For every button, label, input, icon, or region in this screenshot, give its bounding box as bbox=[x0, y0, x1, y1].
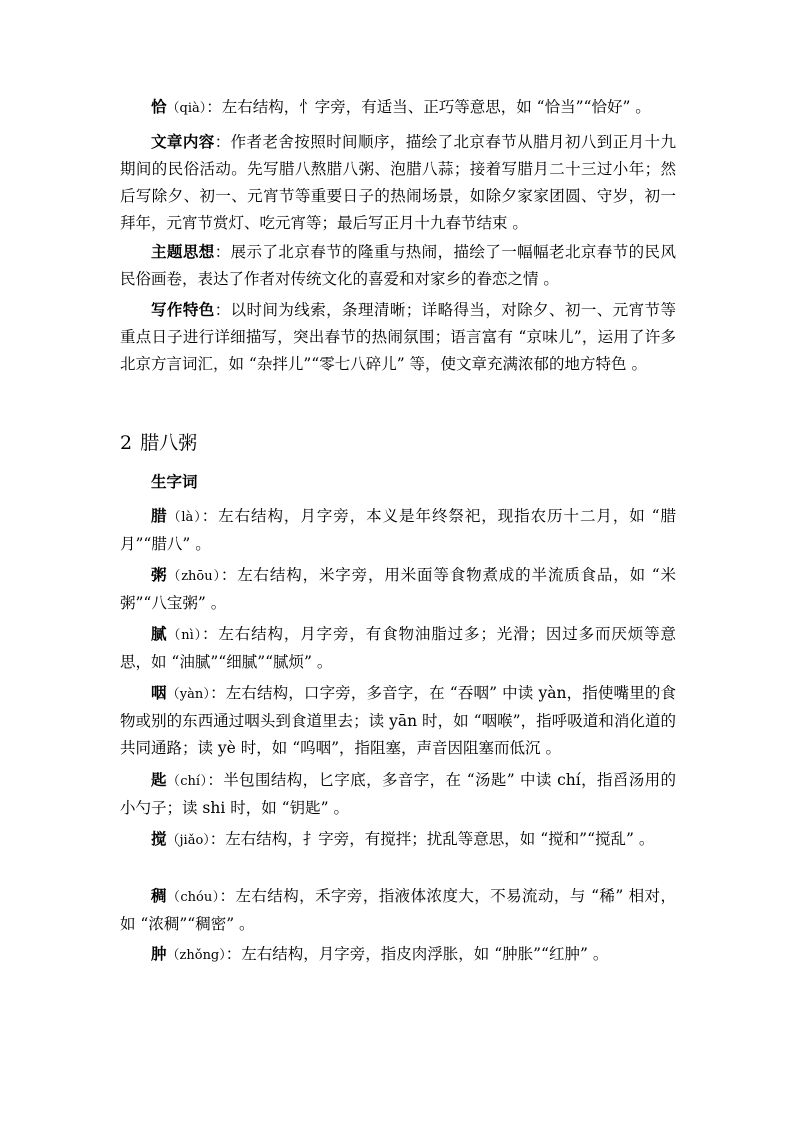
entry-pinyin: （là） bbox=[167, 510, 202, 525]
summary-heading: 写作特色 bbox=[151, 300, 215, 319]
word-entry bbox=[120, 502, 676, 558]
entry-char: 咽 bbox=[151, 683, 167, 702]
word-entry bbox=[120, 766, 676, 822]
section-title bbox=[120, 428, 197, 458]
entry-pinyin: （nì） bbox=[167, 628, 203, 643]
entry-pinyin: （chóu） bbox=[166, 890, 220, 905]
entry-pinyin: （yàn） bbox=[166, 687, 211, 702]
entry-pinyin: （jiǎo） bbox=[166, 833, 210, 848]
entry-definition: ：左右结构，月字旁，有食物油脂过多；光滑；因过多而厌烦等意思，如 “油腻”“细腻”“腻烦” 。 bbox=[120, 625, 676, 671]
entry-char: 稠 bbox=[151, 886, 167, 905]
word-entry bbox=[120, 561, 676, 617]
entry-pinyin: （qià） bbox=[166, 101, 207, 116]
entry-definition: ：左右结构，米字旁，用米面等食物煮成的半流质食品，如 “米粥”“八宝粥” 。 bbox=[120, 566, 676, 612]
summary-text: ：展示了北京春节的隆重与热闹，描绘了一幅幅老北京春节的民风民俗画卷，表达了作者对传统文化的喜爱和对家乡的眷恋之情 。 bbox=[120, 243, 676, 288]
summary-heading: 主题思想 bbox=[151, 242, 215, 261]
entry-qia bbox=[120, 93, 676, 122]
entry-pinyin: （zhǒng） bbox=[166, 948, 226, 963]
subheading: 生字词 bbox=[151, 472, 198, 491]
word-entry bbox=[120, 679, 676, 762]
entry-definition: ：半包围结构，匕字底，多音字，在 “汤匙” 中读 chí，指舀汤用的小勺子；读 shi 时，如 “钥匙” 。 bbox=[120, 771, 676, 817]
entry-pinyin: （zhōu） bbox=[167, 569, 221, 584]
section-number: 2 bbox=[120, 432, 133, 454]
entry-char: 恰 bbox=[151, 97, 167, 116]
summary-theme bbox=[120, 238, 676, 293]
word-entry bbox=[120, 940, 676, 969]
word-entry bbox=[120, 620, 676, 676]
section-name: 腊八粥 bbox=[140, 432, 198, 454]
entry-definition: ：左右结构，口字旁，多音字，在 “吞咽” 中读 yàn，指使嘴里的食物或别的东西通过咽头到食道里去；读 yān 时，如 “咽喉”，指呼吸道和消化道的共同通路；读 yè 时，如 “呜咽”，指阻塞，声音因阻塞而低沉 。 bbox=[120, 684, 676, 757]
entry-definition: ：左右结构，月字旁，本义是年终祭祀，现指农历十二月，如 “腊月”“腊八” 。 bbox=[120, 507, 676, 553]
entry-definition: ：左右结构，月字旁，指皮肉浮胀，如 “肿胀”“红肿” 。 bbox=[225, 945, 609, 963]
entry-char: 粥 bbox=[151, 565, 168, 584]
summary-features bbox=[120, 296, 676, 378]
entry-pinyin: （chí） bbox=[166, 774, 208, 789]
summary-content bbox=[120, 128, 676, 237]
entry-char: 肿 bbox=[151, 944, 167, 963]
summary-text: ：以时间为线索，条理清晰；详略得当，对除夕、初一、元宵节等重点日子进行详细描写，突出春节的热闹氛围；语言富有 “京味儿”，运用了许多北京方言词汇，如 “杂拌儿”“零七八碎儿” 等，使文章充满浓郁的地方特色 。 bbox=[120, 301, 676, 373]
entry-definition: ：左右结构，禾字旁，指液体浓度大，不易流动，与 “稀” 相对，如 “浓稠”“稠密” 。 bbox=[120, 887, 676, 933]
entry-definition: ：左右结构，忄字旁，有适当、正巧等意思，如 “恰当”“恰好” 。 bbox=[206, 98, 651, 116]
word-entry bbox=[120, 825, 676, 854]
entry-char: 腊 bbox=[151, 506, 168, 525]
entry-char: 匙 bbox=[151, 770, 167, 789]
entry-char: 腻 bbox=[151, 624, 168, 643]
word-entry bbox=[120, 882, 676, 938]
summary-text: ：作者老舍按照时间顺序，描绘了北京春节从腊月初八到正月十九期间的民俗活动。先写腊八熬腊八粥、泡腊八蒜；接着写腊月二十三过小年；然后写除夕、初一、元宵节等重要日子的热闹场景，如除夕家家团圆、守岁，初一拜年，元宵节赏灯、吃元宵等；最后写正月十九春节结束 。 bbox=[120, 133, 676, 232]
entry-char: 搅 bbox=[151, 829, 167, 848]
summary-heading: 文章内容 bbox=[151, 132, 215, 151]
entry-definition: ：左右结构，扌字旁，有搅拌；扰乱等意思，如 “搅和”“搅乱” 。 bbox=[209, 830, 655, 848]
